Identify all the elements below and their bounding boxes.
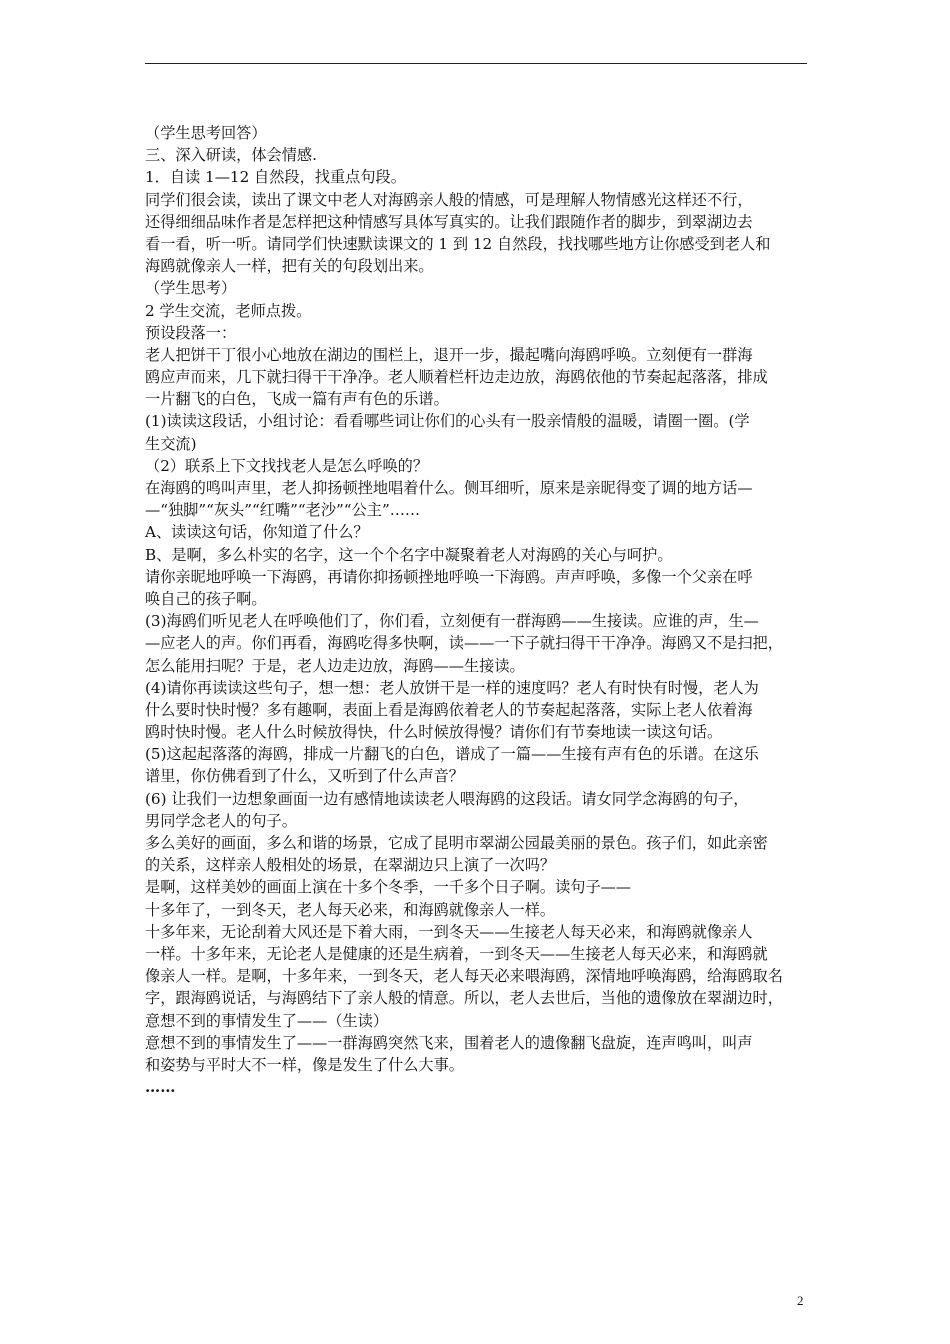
text-line: 看一看，听一听。请同学们快速默读课文的 1 到 12 自然段，找找哪些地方让你感受到老人和 <box>145 234 771 253</box>
text-line: 海鸥就像亲人一样，把有关的句段划出来。 <box>145 257 434 276</box>
text-line: 什么要时快时慢？多有趣啊，表面上看是海鸥依着老人的节奏起起落落，实际上老人依着海 <box>145 700 753 719</box>
text-line: (6) 让我们一边想象画面一边有感情地读读老人喂海鸥的这段话。请女同学念海鸥的句子， <box>145 789 749 808</box>
text-line: 三、深入研读，体会情感. <box>145 146 317 165</box>
text-line: 多么美好的画面，多么和谐的场景，它成了昆明市翠湖公园最美丽的景色。孩子们，如此亲密 <box>145 834 768 852</box>
text-line: (1)读读这段话，小组讨论：看看哪些词让你们的心头有一股亲情般的温暖，请圈一圈。(学 <box>145 412 750 431</box>
text-line: （2）联系上下文找找老人是怎么呼唤的？ <box>145 456 429 475</box>
text-line: 男同学念老人的句子。 <box>145 811 297 830</box>
text-line: 鸥时快时慢。老人什么时候放得快，什么时候放得慢？请你们有节奏地读一读这句话。 <box>145 723 723 742</box>
text-line: （学生思考回答） <box>145 124 267 142</box>
text-line: 十多年了，一到冬天，老人每天必来，和海鸥就像亲人一样。 <box>145 900 556 919</box>
text-line: 的关系，这样亲人般相处的场景，在翠湖边只上演了一次吗？ <box>145 856 556 875</box>
text-line: …… <box>145 1078 176 1097</box>
text-line: （学生思考） <box>145 279 237 298</box>
text-line: 十多年来，无论刮着大风还是下着大雨，一到冬天——生接老人每天必来，和海鸥就像亲人 <box>145 922 753 941</box>
text-line: —应老人的声。你们再看，海鸥吃得多快啊，读——一下子就扫得干干净净。海鸥又不是扫把， <box>145 634 783 653</box>
text-line: 一片翻飞的白色，飞成一篇有声有色的乐谱。 <box>145 390 449 409</box>
text-line: 唤自己的孩子啊。 <box>145 589 267 608</box>
text-line: 2 学生交流，老师点拨。 <box>145 301 312 320</box>
text-line: 意想不到的事情发生了——一群海鸥突然飞来，围着老人的遗像翻飞盘旋，连声鸣叫，叫声 <box>145 1033 753 1052</box>
text-line: 谱里，你仿佛看到了什么，又听到了什么声音？ <box>145 767 464 786</box>
text-line: 同学们很会读，读出了课文中老人对海鸥亲人般的情感，可是理解人物情感光这样还不行， <box>145 190 753 209</box>
text-line: 生交流) <box>145 434 197 453</box>
text-line: 在海鸥的鸣叫声里，老人抑扬顿挫地唱着什么。侧耳细听，原来是亲昵得变了调的地方话— <box>145 479 753 497</box>
text-line: 鸥应声而来，几下就扫得干干净净。老人顺着栏杆边走边放，海鸥依他的节奏起起落落，排成 <box>145 368 768 387</box>
text-line: 请你亲昵地呼唤一下海鸥，再请你抑扬顿挫地呼唤一下海鸥。声声呼唤，多像一个父亲在呼 <box>145 567 753 586</box>
page-number: 2 <box>797 1293 804 1308</box>
text-line: A、读读这句话，你知道了什么？ <box>145 523 369 542</box>
text-line: 还得细细品味作者是怎样把这种情感写具体写真实的。让我们跟随作者的脚步，到翠湖边去 <box>145 212 753 231</box>
text-line: (5)这起起落落的海鸥，排成一片翻飞的白色，谱成了一篇——生接有声有色的乐谱。在这乐 <box>145 745 759 764</box>
text-line: 怎么能用扫呢？于是，老人边走边放，海鸥——生接读。 <box>145 656 525 675</box>
text-line: 一样。十多年来，无论老人是健康的还是生病着，一到冬天——生接老人每天必来，和海鸥就 <box>145 944 768 963</box>
text-line: 和姿势与平时大不一样，像是发生了什么大事。 <box>145 1055 464 1074</box>
text-line: (3)海鸥们听见老人在呼唤他们了，你们看，立刻便有一群海鸥——生接读。应谁的声，生— <box>145 612 759 631</box>
text-line: —“独脚”“灰头”“红嘴”“老沙”“公主”…… <box>145 501 421 520</box>
text-line: 像亲人一样。是啊，十多年来，一到冬天，老人每天必来喂海鸥，深情地呼唤海鸥，给海鸥取名 <box>145 967 783 986</box>
text-line: 1．自读 1—12 自然段，找重点句段。 <box>145 168 406 187</box>
document-body <box>145 122 811 1098</box>
text-line: 字，跟海鸥说话，与海鸥结下了亲人般的情意。所以，老人去世后，当他的遗像放在翠湖边时， <box>145 989 783 1008</box>
text-line: 是啊，这样美妙的画面上演在十多个冬季，一千多个日子啊。读句子—— <box>145 878 631 897</box>
text-line: (4)请你再读读这些句子，想一想：老人放饼干是一样的速度吗？老人有时快有时慢，老人为 <box>145 678 759 697</box>
text-line: B、是啊，多么朴实的名字，这一个个名字中凝聚着老人对海鸥的关心与呵护。 <box>145 545 673 564</box>
text-line: 意想不到的事情发生了——（生读） <box>145 1011 388 1030</box>
header-rule <box>145 63 807 64</box>
text-line: 老人把饼干丁很小心地放在湖边的围栏上，退开一步，撮起嘴向海鸥呼唤。立刻便有一群海 <box>145 345 753 364</box>
text-line: 预设段落一： <box>145 323 237 342</box>
